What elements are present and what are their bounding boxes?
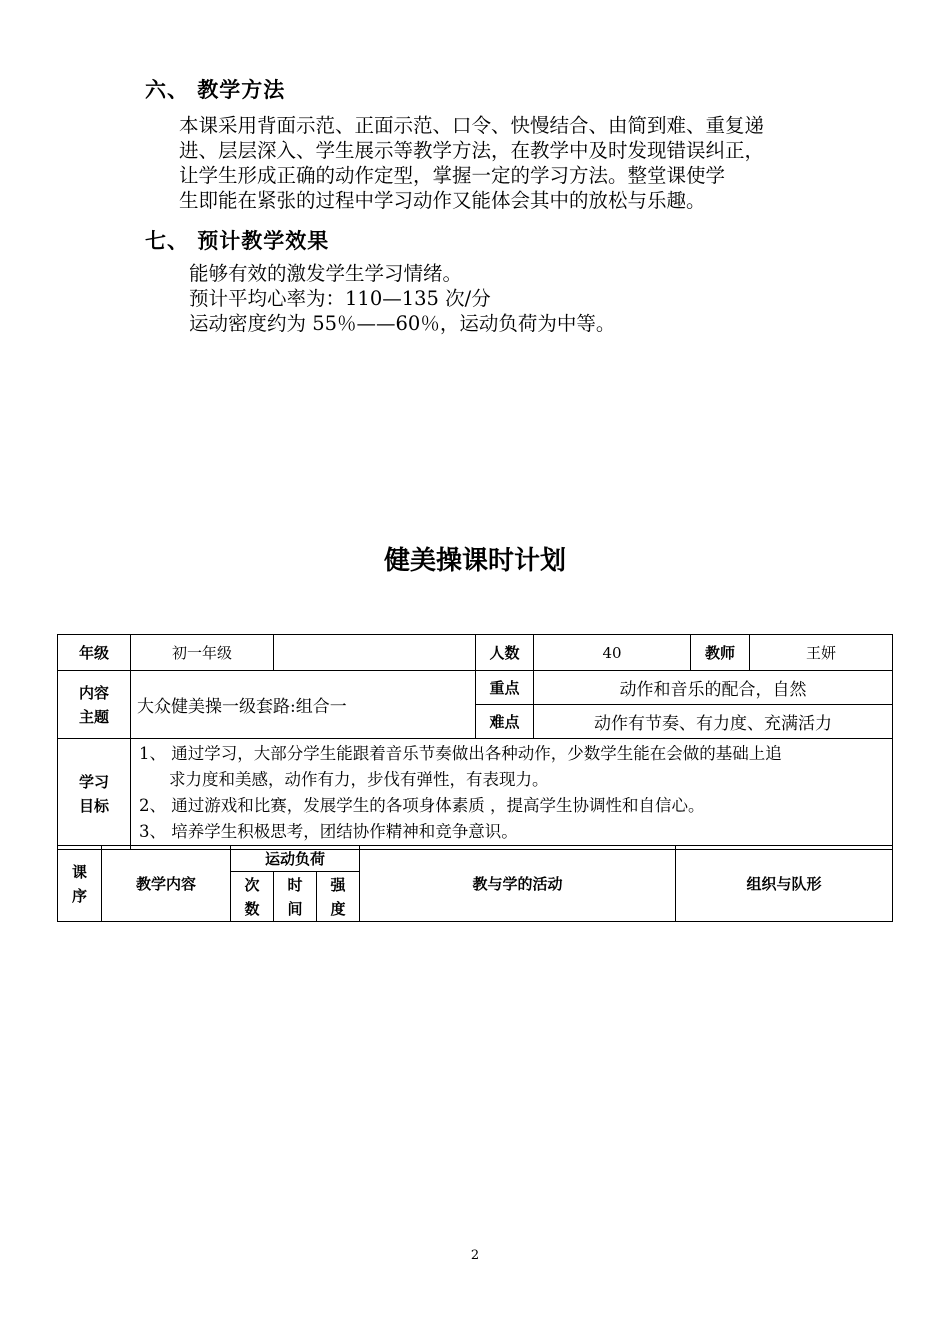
- student-count-label: 人数: [476, 635, 534, 671]
- intensity-header: 强度: [317, 872, 360, 922]
- topic-value: 大众健美操一级套路:组合一: [131, 671, 476, 739]
- section-6-paragraph: [179, 113, 764, 213]
- grade-value: 初一年级: [131, 635, 274, 671]
- paragraph-line: 运动密度约为 55％——60％，运动负荷为中等。: [189, 312, 616, 335]
- paragraph-line: 预计平均心率为：110—135 次/分: [189, 287, 491, 310]
- goal-line: 3、 培养学生积极思考，团结协作精神和竞争意识。: [139, 822, 518, 841]
- section-6-heading: 六、 教学方法: [145, 78, 286, 102]
- empty-cell: [274, 635, 476, 671]
- key-point-label: 重点: [476, 671, 534, 705]
- teacher-label: 教师: [691, 635, 750, 671]
- goals-label: 学习目标: [58, 739, 131, 850]
- paragraph-line: 生即能在紧张的过程中学习动作又能体会其中的放松与乐趣。: [179, 189, 706, 212]
- exercise-load-header: 运动负荷: [231, 846, 360, 872]
- student-count-value: 40: [534, 635, 691, 671]
- organization-header: 组织与队形: [676, 846, 893, 922]
- paragraph-line: 能够有效的激发学生学习情绪。: [189, 262, 463, 285]
- content-header: 教学内容: [102, 846, 231, 922]
- duration-header: 时间: [274, 872, 317, 922]
- grade-label: 年级: [58, 635, 131, 671]
- goal-line: 1、 通过学习，大部分学生能跟着音乐节奏做出各种动作，少数学生能在会做的基础上追: [139, 744, 782, 763]
- topic-label: 内容主题: [58, 671, 131, 739]
- paragraph-line: 让学生形成正确的动作定型，掌握一定的学习方法。整堂课使学: [179, 164, 726, 187]
- lesson-schedule-header-table: [57, 845, 893, 922]
- section-7-paragraph: [189, 261, 615, 336]
- teacher-value: 王妍: [750, 635, 893, 671]
- times-header: 次数: [231, 872, 274, 922]
- paragraph-line: 进、层层深入、学生展示等教学方法，在教学中及时发现错误纠正，: [179, 139, 765, 162]
- difficulty-label: 难点: [476, 705, 534, 739]
- lesson-plan-title: 健美操课时计划: [383, 546, 566, 576]
- goal-line: 求力度和美感，动作有力，步伐有弹性，有表现力。: [169, 770, 549, 789]
- paragraph-line: 本课采用背面示范、正面示范、口令、快慢结合、由简到难、重复递: [179, 114, 765, 137]
- order-header: 课序: [58, 846, 102, 922]
- goal-line: 2、 通过游戏和比赛，发展学生的各项身体素质 ，提高学生协调性和自信心。: [139, 796, 705, 815]
- key-point-value: 动作和音乐的配合，自然: [534, 671, 893, 705]
- difficulty-value: 动作有节奏、有力度、充满活力: [534, 705, 893, 739]
- activities-header: 教与学的活动: [360, 846, 676, 922]
- section-7-heading: 七、 预计教学效果: [145, 229, 330, 253]
- lesson-info-table: [57, 634, 893, 850]
- goals-cell: [131, 739, 893, 850]
- page-number: 2: [470, 1248, 480, 1263]
